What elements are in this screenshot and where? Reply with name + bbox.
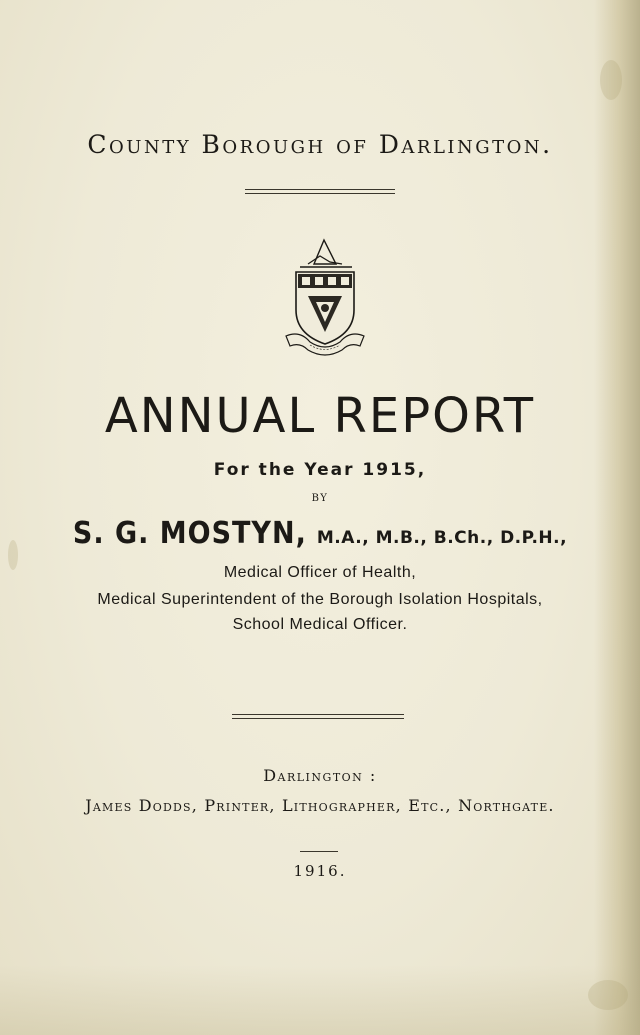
imprint-place: Darlington :: [263, 766, 377, 785]
author-name: S. G. MOSTYN,: [72, 516, 307, 551]
divider-rule: [232, 714, 404, 715]
imprint-printer: James Dodds, Printer, Lithographer, Etc., Northgate.: [85, 796, 555, 815]
author-degrees: M.A., M.B., B.Ch., D.P.H.,: [316, 528, 568, 548]
author-role: School Medical Officer.: [232, 616, 408, 633]
author-line: [0, 516, 640, 551]
paper-spot: [588, 980, 628, 1010]
borough-crest-icon: [280, 238, 370, 358]
author-role: Medical Superintendent of the Borough Isolation Hospitals,: [97, 591, 543, 608]
report-heading: ANNUAL REPORT: [104, 388, 536, 444]
by-label: BY: [311, 493, 329, 504]
page-bottom-stain: [0, 965, 640, 1035]
publication-year: 1916.: [293, 862, 347, 880]
author-role: Medical Officer of Health,: [223, 564, 417, 581]
page-title: County Borough of Darlington.: [87, 130, 553, 159]
divider-rule: [245, 193, 395, 194]
paper-spot: [600, 60, 622, 100]
divider-rule: [232, 718, 404, 719]
report-year-line: For the Year 1915,: [213, 460, 427, 480]
divider-rule: [245, 189, 395, 190]
divider-rule: [300, 851, 338, 852]
